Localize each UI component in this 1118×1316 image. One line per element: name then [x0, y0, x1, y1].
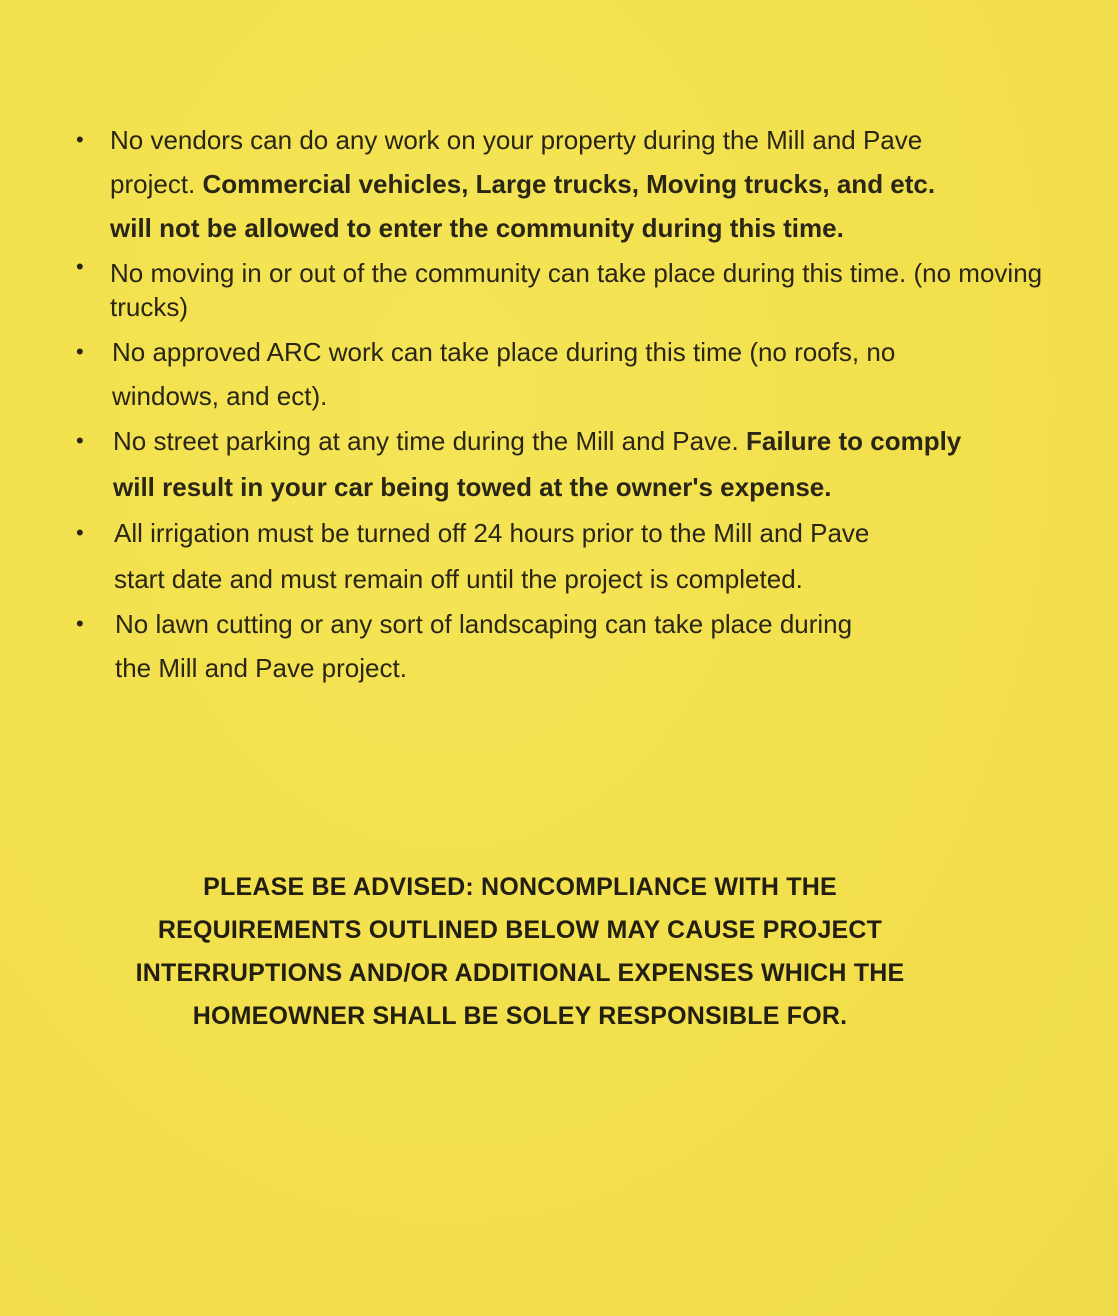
rule-normal-text: No approved ARC work can take place during this time (no roofs, no windows, and ect).	[112, 337, 896, 411]
bullet-icon: •	[76, 428, 84, 453]
rule-normal-text: No moving in or out of the community can take place during this time. (no moving trucks)	[110, 258, 1043, 322]
advisory-notice	[80, 866, 960, 1038]
rule-text	[112, 330, 952, 418]
rule-vendors	[76, 118, 950, 250]
rule-bold-text: Commercial vehicles, Large trucks, Moving trucks, and etc. will not be allowed to enter the community during this time.	[110, 169, 936, 243]
bullet-icon: •	[76, 127, 84, 152]
rule-normal-text: No vendors can do any work on your property during the Mill and Pave project.	[110, 125, 923, 199]
rule-text	[110, 256, 1070, 324]
rule-bold-text: Failure to comply will result in your car being towed at the owner's expense.	[113, 426, 962, 502]
advisory-line: PLEASE BE ADVISED: NONCOMPLIANCE WITH THE	[203, 873, 837, 901]
bullet-icon: •	[76, 254, 84, 279]
rule-normal-text: No lawn cutting or any sort of landscaping can take place during the Mill and Pave project.	[115, 609, 853, 683]
rule-street-parking	[76, 418, 963, 510]
advisory-line: REQUIREMENTS OUTLINED BELOW MAY CAUSE PROJECT	[157, 916, 883, 944]
advisory-line: INTERRUPTIONS AND/OR ADDITIONAL EXPENSES WHICH THE	[135, 959, 905, 987]
bullet-icon: •	[76, 611, 84, 636]
advisory-line: HOMEOWNER SHALL BE SOLEY RESPONSIBLE FOR.	[192, 1002, 848, 1030]
rule-landscaping	[76, 602, 895, 690]
rule-arc-work	[76, 330, 952, 418]
rule-normal-text: All irrigation must be turned off 24 hours prior to the Mill and Pave start date and must remain off until the project is completed.	[114, 518, 870, 594]
bullet-icon: •	[76, 520, 84, 545]
rule-normal-text: No street parking at any time during the Mill and Pave.	[113, 426, 746, 456]
bullet-icon: •	[76, 339, 84, 364]
rule-text	[113, 418, 963, 510]
rule-irrigation	[76, 510, 914, 602]
rule-moving	[76, 250, 1070, 330]
rule-text	[110, 118, 950, 250]
rule-text	[114, 510, 914, 602]
rule-text	[115, 602, 895, 690]
rules-list	[76, 118, 1070, 690]
